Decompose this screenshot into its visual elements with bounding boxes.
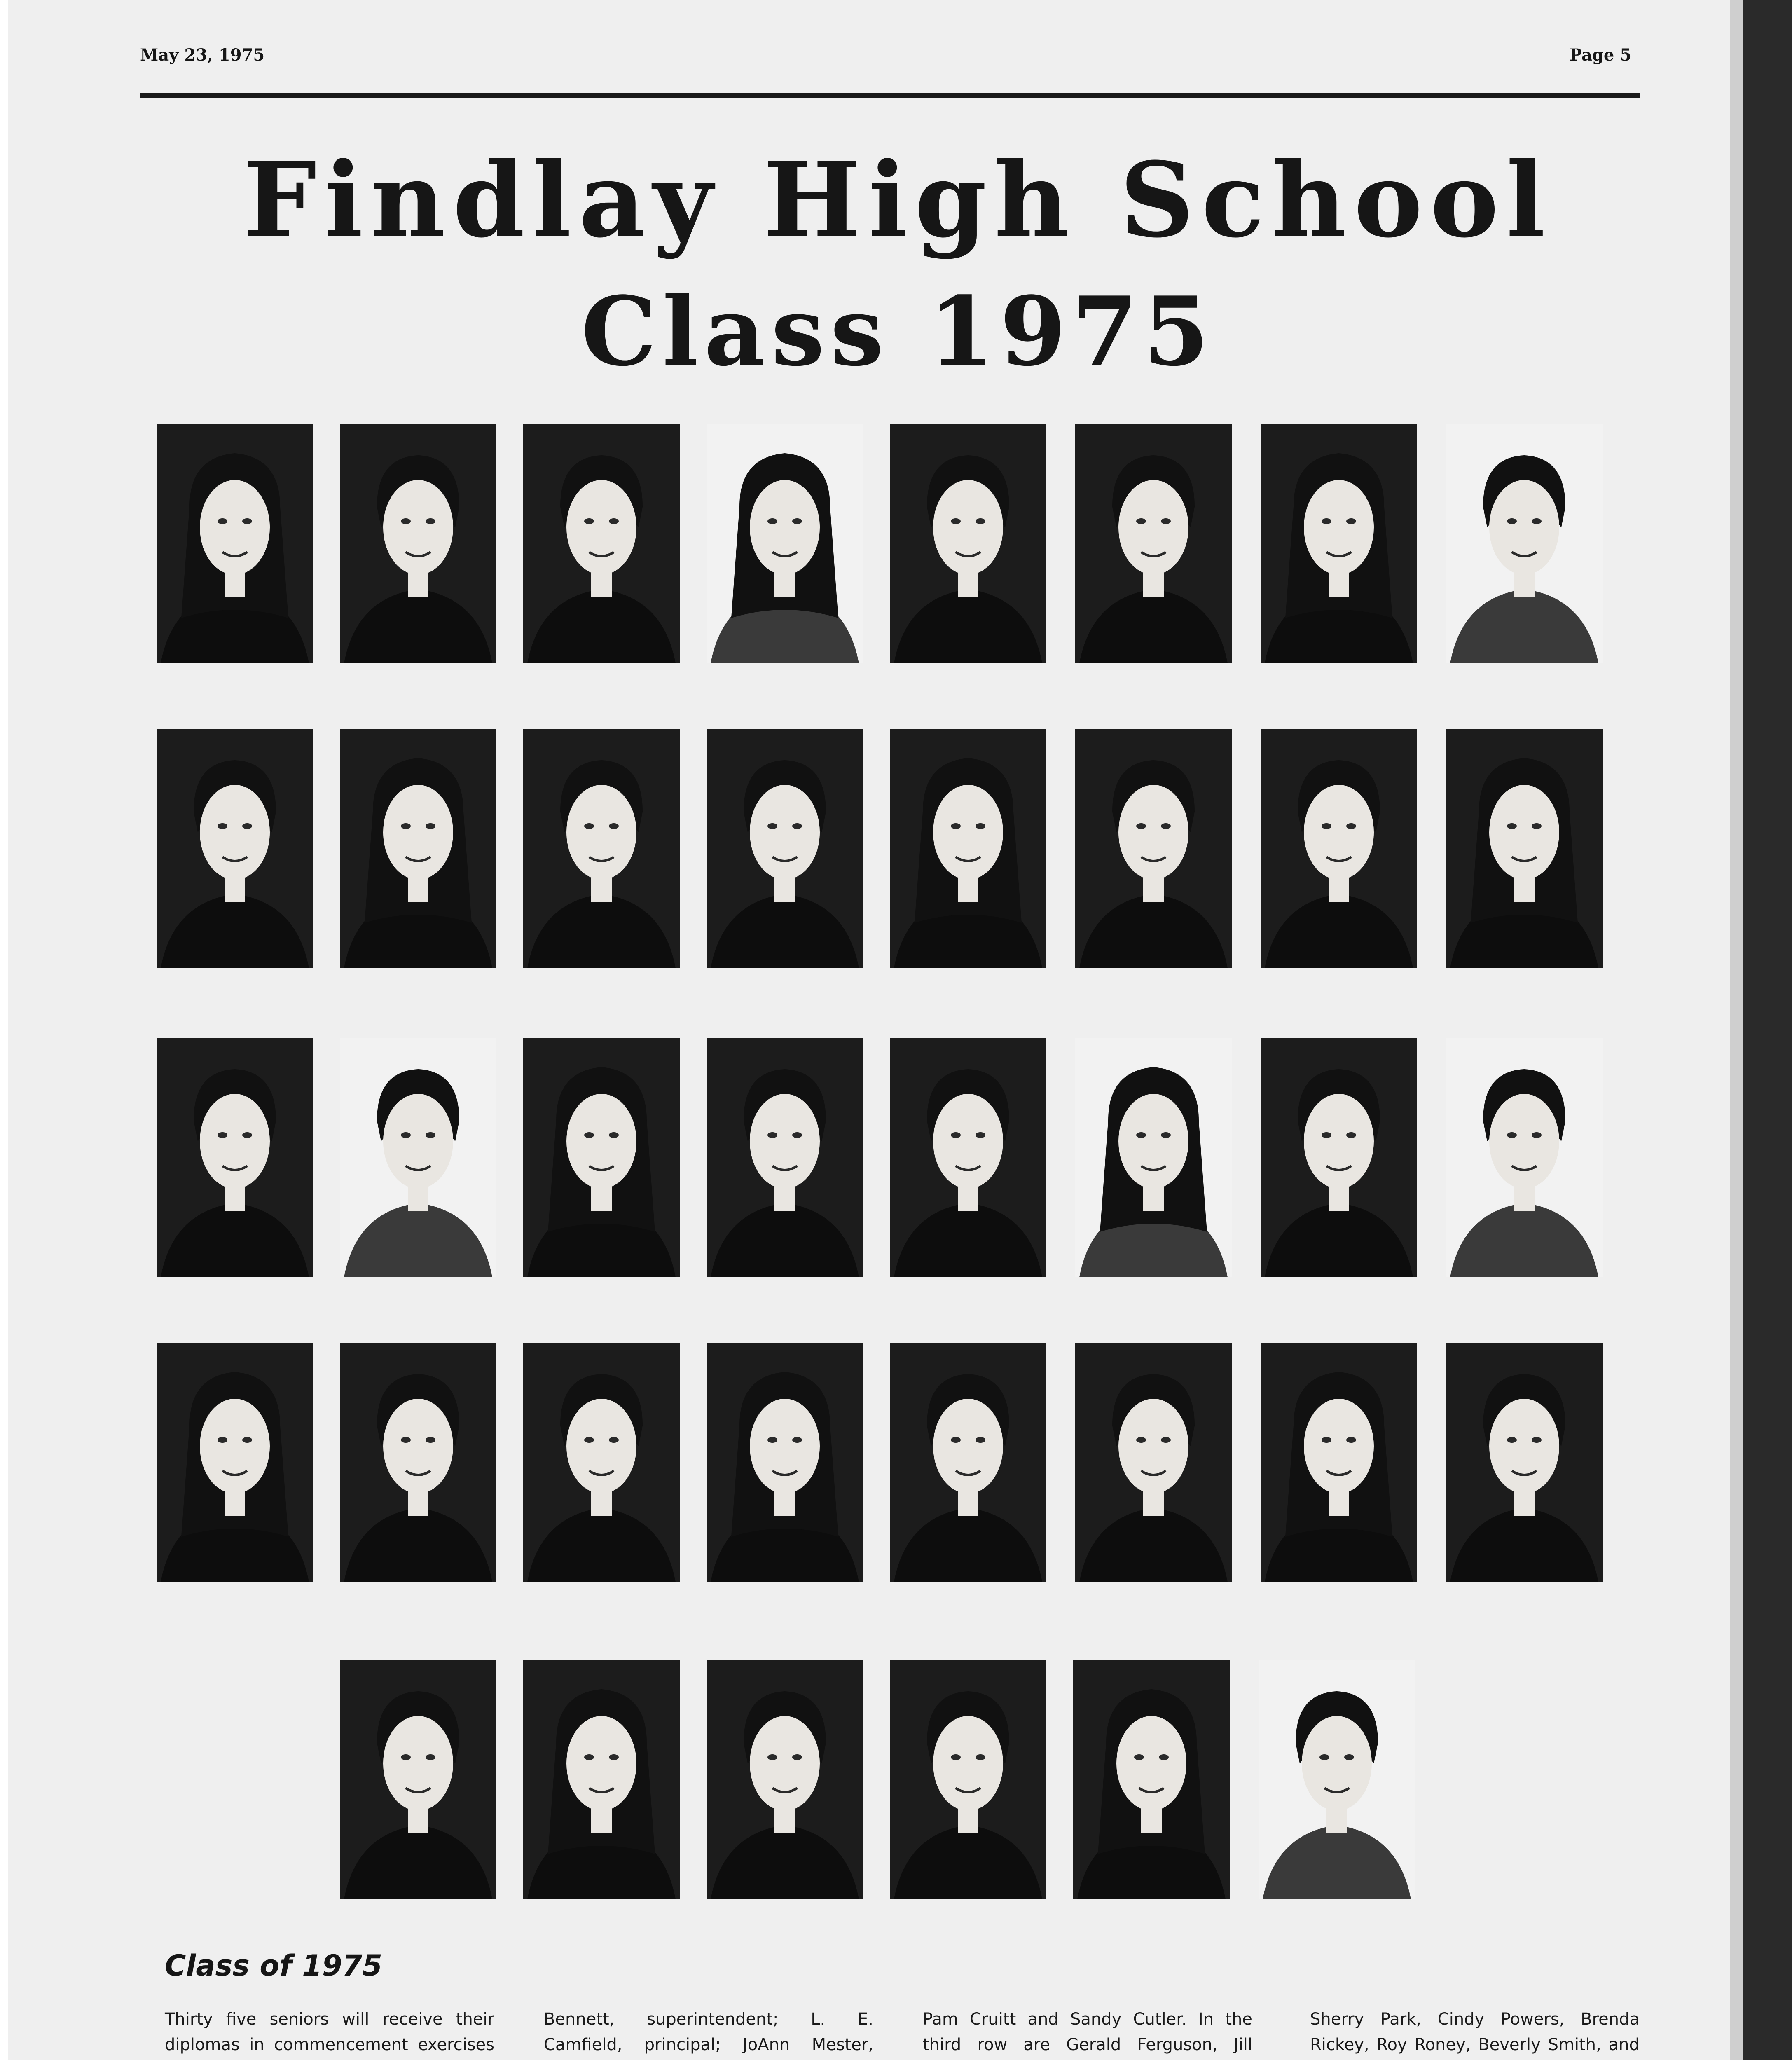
senior-portrait-photo: [340, 1660, 496, 1899]
senior-portrait-photo: [707, 424, 863, 663]
senior-portrait-photo: [523, 424, 680, 663]
senior-portrait-photo: [1259, 1660, 1415, 1899]
photo-caption-column: Thirty five seniors will receive their diplomas in commencement exercises: [165, 2010, 494, 2054]
masthead-class-year: Class 1975: [581, 276, 1215, 387]
senior-portrait-photo: [340, 424, 496, 663]
senior-portrait-photo: [340, 1343, 496, 1582]
photo-caption-title: Class of 1975: [165, 1949, 383, 1983]
senior-portrait-photo: [340, 1038, 496, 1277]
page-number: Page 5: [1570, 45, 1632, 65]
senior-portrait-photo: [523, 1038, 680, 1277]
senior-portrait-photo: [157, 1343, 313, 1582]
senior-portrait-photo: [1446, 424, 1603, 663]
senior-portrait-photo: [1075, 1038, 1232, 1277]
senior-portrait-photo: [707, 1038, 863, 1277]
senior-portrait-photo: [340, 729, 496, 968]
photo-caption-column: Sherry Park, Cindy Powers, Brenda Rickey, Roy Roney, Beverly Smith, and: [1310, 2010, 1640, 2054]
senior-portrait-photo: [157, 424, 313, 663]
senior-portrait-photo: [1446, 1038, 1603, 1277]
senior-portrait-photo: [1446, 729, 1603, 968]
header-rule: [140, 93, 1640, 98]
scan-border: [1743, 0, 1792, 2060]
senior-portrait-photo: [1261, 1038, 1417, 1277]
masthead-school-name: Findlay High School: [243, 139, 1553, 260]
senior-portrait-photo: [890, 424, 1046, 663]
senior-portrait-photo: [523, 1343, 680, 1582]
senior-portrait-photo: [1261, 1343, 1417, 1582]
senior-portrait-photo: [890, 1660, 1046, 1899]
senior-portrait-photo: [1075, 729, 1232, 968]
senior-portrait-photo: [523, 729, 680, 968]
senior-portrait-photo: [890, 1038, 1046, 1277]
senior-portrait-photo: [523, 1660, 680, 1899]
senior-portrait-photo: [1073, 1660, 1230, 1899]
senior-portrait-photo: [1261, 729, 1417, 968]
senior-portrait-photo: [157, 729, 313, 968]
senior-portrait-photo: [707, 1343, 863, 1582]
photo-caption-column: Pam Cruitt and Sandy Cutler. In the third row are Gerald Ferguson, Jill: [923, 2010, 1252, 2054]
senior-portrait-photo: [707, 729, 863, 968]
senior-portrait-photo: [157, 1038, 313, 1277]
scan-edge: [1730, 0, 1743, 2060]
issue-date: May 23, 1975: [140, 45, 265, 65]
photo-caption-column: Bennett, superintendent; L. E. Camfield, principal; JoAnn Mester,: [544, 2010, 873, 2054]
senior-portrait-photo: [890, 1343, 1046, 1582]
senior-portrait-photo: [1075, 1343, 1232, 1582]
senior-portrait-photo: [1075, 424, 1232, 663]
senior-portrait-photo: [1446, 1343, 1603, 1582]
senior-portrait-photo: [890, 729, 1046, 968]
senior-portrait-photo: [707, 1660, 863, 1899]
senior-portrait-photo: [1261, 424, 1417, 663]
